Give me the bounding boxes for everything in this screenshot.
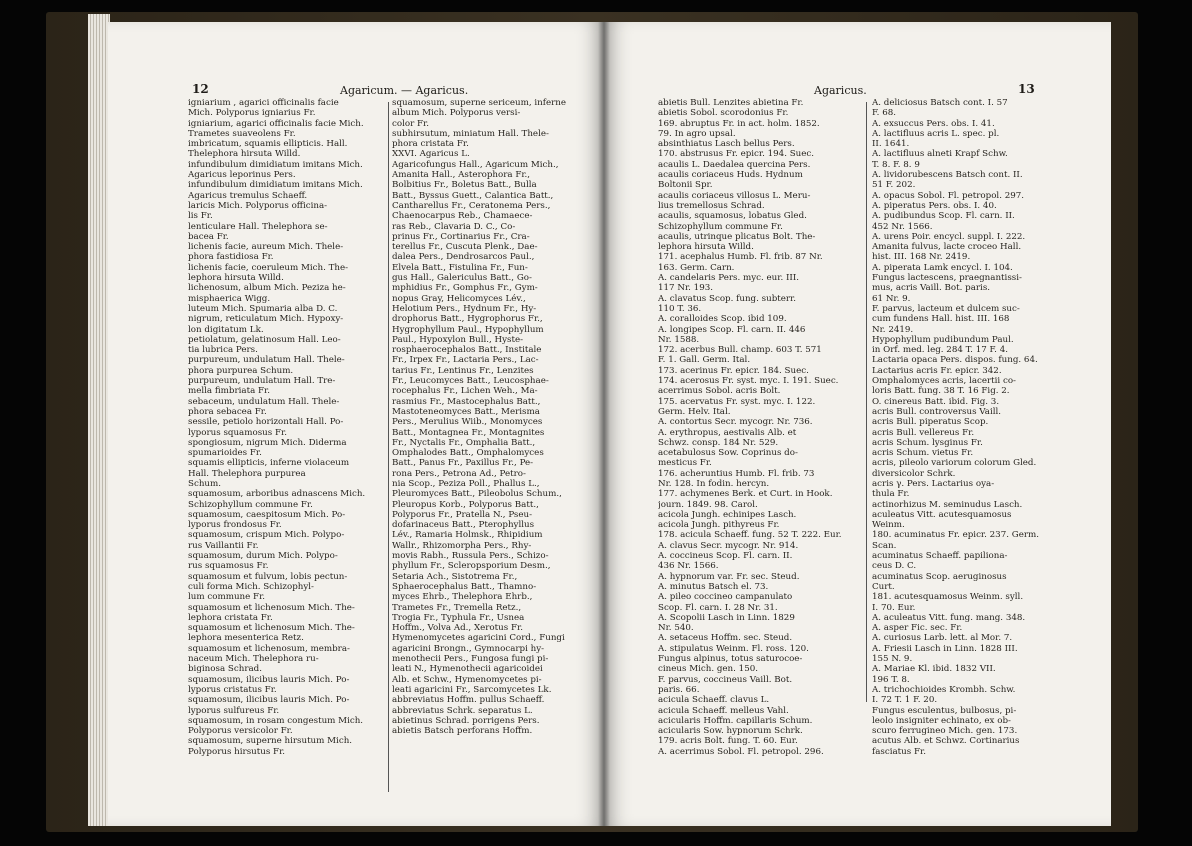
text-line: lephora hirsuta Willd. bbox=[658, 242, 754, 253]
book-gutter bbox=[598, 22, 610, 826]
text-line: squamosum, ilicibus lauris Mich. Po- bbox=[188, 695, 350, 706]
text-line: A. acerrimus Sobol. Fl. petropol. 296. bbox=[658, 746, 824, 757]
text-line: Fungus esculentus, bulbosus, pi- bbox=[872, 705, 1017, 716]
text-line: naceum Mich. Thelephora ru- bbox=[188, 654, 319, 665]
text-line: 176. acheruntius Humb. Fl. frib. 73 bbox=[658, 468, 815, 479]
text-line: 175. acervatus Fr. syst. myc. I. 122. bbox=[658, 396, 816, 407]
text-line: acuminatus Schaeff. papiliona- bbox=[872, 551, 1008, 562]
text-line: agaricini Brongn., Gymnocarpi hy- bbox=[392, 643, 545, 654]
text-line: leati agaricini Fr., Sarcomycetes Lk. bbox=[392, 684, 552, 695]
text-line: A. lactifluus alneti Krapf Schw. bbox=[872, 149, 1008, 160]
text-line: movis Rabh., Russula Pers., Schizo- bbox=[392, 551, 549, 562]
text-line: purpureum, undulatum Hall. Tre- bbox=[188, 376, 336, 387]
text-line: squamosum, in rosam congestum Mich. bbox=[188, 715, 364, 726]
text-line: cineus Mich. gen. 150. bbox=[658, 664, 759, 675]
text-line: 163. Germ. Carn. bbox=[658, 262, 735, 273]
text-line: album Mich. Polyporus versi- bbox=[392, 108, 521, 119]
text-line: squamosum, ilicibus lauris Mich. Po- bbox=[188, 674, 350, 685]
text-line: abietis Sobol. scorodonius Fr. bbox=[658, 108, 789, 119]
text-line: Boltonii Spr. bbox=[658, 180, 713, 191]
text-line: I. 70. Eur. bbox=[872, 602, 916, 613]
text-line: petiolatum, gelatinosum Hall. Leo- bbox=[188, 334, 341, 345]
text-line: ceus D. C. bbox=[872, 561, 917, 572]
text-line: igniarium , agarici officinalis facie bbox=[188, 98, 339, 108]
text-line: A. Mariae Kl. ibid. 1832 VII. bbox=[872, 664, 996, 675]
text-line: thula Fr. bbox=[872, 489, 910, 500]
text-line: acris Bull. controversus Vaill. bbox=[872, 406, 1002, 417]
text-line: A. stipulatus Weinm. Fl. ross. 120. bbox=[658, 643, 809, 654]
text-line: lephora mesenterica Retz. bbox=[188, 633, 304, 644]
text-line: Nr. 540. bbox=[658, 623, 694, 634]
text-line: lenticulare Hall. Thelephora se- bbox=[188, 221, 328, 232]
text-line: absinthiatus Lasch bellus Pers. bbox=[658, 139, 795, 150]
text-line: Batt., Panus Fr., Paxillus Fr., Pe- bbox=[392, 458, 534, 469]
text-line: 180. acuminatus Fr. epicr. 237. Germ. bbox=[872, 530, 1039, 541]
text-line: squamosum, superne sericeum, inferne bbox=[392, 98, 566, 108]
text-line: 452 Nr. 1566. bbox=[872, 221, 933, 232]
text-line: Helotium Pers., Hydnum Fr., Hy- bbox=[392, 303, 537, 314]
text-line: acris Schum. lysginus Fr. bbox=[872, 437, 983, 448]
text-line: purpureum, undulatum Hall. Thele- bbox=[188, 355, 345, 366]
text-line: A. hypnorum var. Fr. sec. Steud. bbox=[658, 571, 800, 582]
text-line: abietis Batsch perforans Hoffm. bbox=[392, 726, 533, 737]
text-line: Cantharellus Fr., Ceratonema Pers., bbox=[392, 200, 551, 211]
text-line: A. curiosus Larb. lett. al Mor. 7. bbox=[872, 633, 1013, 644]
text-line: diversicolor Schrk. bbox=[872, 468, 956, 479]
text-line: lis Fr. bbox=[188, 211, 213, 222]
text-line: Batt., Byssus Guett., Calantica Batt., bbox=[392, 190, 554, 201]
text-line: acicola Jungh. pithyreus Fr. bbox=[658, 520, 780, 531]
text-line: spongiosum, nigrum Mich. Diderma bbox=[188, 437, 347, 448]
text-line: infundibulum dimidiatum imitans Mich. bbox=[188, 180, 363, 191]
text-line: paris. 66. bbox=[658, 684, 700, 695]
text-line: Hall. Thelephora purpurea bbox=[188, 468, 306, 479]
text-line: Fungus lactescens, praegnantissi- bbox=[872, 273, 1022, 284]
text-line: acris Schum. vietus Fr. bbox=[872, 448, 974, 459]
text-line: Fr., Leucomyces Batt., Leucosphae- bbox=[392, 376, 549, 387]
text-line: 155 N. 9. bbox=[872, 654, 913, 665]
text-line: squamosum, durum Mich. Polypo- bbox=[188, 551, 338, 562]
text-line: A. clavus Secr. mycogr. Nr. 914. bbox=[658, 540, 799, 551]
text-line: 436 Nr. 1566. bbox=[658, 561, 719, 572]
text-line: mella fimbriata Fr. bbox=[188, 386, 270, 397]
text-line: Elvela Batt., Fistulina Fr., Fun- bbox=[392, 262, 528, 273]
text-line: Omphalomyces acris, lacertii co- bbox=[872, 376, 1016, 387]
text-line: abietis Bull. Lenzites abietina Fr. bbox=[658, 98, 804, 108]
text-line: II. 1641. bbox=[872, 139, 910, 150]
text-line: lius tremellosus Schrad. bbox=[658, 200, 765, 211]
text-line: Setaria Ach., Sistotrema Fr., bbox=[392, 571, 518, 582]
right-column-1 bbox=[658, 98, 864, 757]
text-line: A. Friesii Lasch in Linn. 1828 III. bbox=[872, 643, 1018, 654]
text-line: acicola Jungh. echinipes Lasch. bbox=[658, 509, 797, 520]
text-line: 196 T. 8. bbox=[872, 674, 910, 685]
text-line: 177. achymenes Berk. et Curt. in Hook. bbox=[658, 489, 833, 500]
text-line: hist. III. 168 Nr. 2419. bbox=[872, 252, 971, 263]
text-line: Pleuromyces Batt., Pileobolus Schum., bbox=[392, 489, 562, 500]
text-line: Nr. 1588. bbox=[658, 334, 700, 345]
text-line: Schwz. consp. 184 Nr. 529. bbox=[658, 437, 779, 448]
text-line: fasciatus Fr. bbox=[872, 746, 926, 757]
text-line: abietinus Schrad. porrigens Pers. bbox=[392, 715, 540, 726]
text-line: infundibulum dimidiatum imitans Mich. bbox=[188, 159, 363, 170]
text-line: abbreviatus Schrk. separatus L. bbox=[392, 705, 533, 716]
text-line: Paul., Hypoxylon Bull., Hyste- bbox=[392, 334, 524, 345]
text-line: actinorhizus M. seminudus Lasch. bbox=[872, 499, 1023, 510]
text-line: Pers., Merulius Wiib., Monomyces bbox=[392, 417, 543, 428]
text-line: Nr. 128. In fodin. hercyn. bbox=[658, 478, 770, 489]
text-line: sebaceum, undulatum Hall. Thele- bbox=[188, 396, 340, 407]
text-line: Polyporus Fr., Pratella N., Pseu- bbox=[392, 509, 533, 520]
text-line: biginosa Schrad. bbox=[188, 664, 262, 675]
text-line: A. erythropus, aestivalis Alb. et bbox=[658, 427, 797, 438]
text-line: tarius Fr., Lentinus Fr., Lenzites bbox=[392, 365, 534, 376]
text-line: acaulis L. Daedalea quercina Pers. bbox=[658, 159, 811, 170]
text-line: acaulis coriaceus villosus L. Meru- bbox=[658, 190, 811, 201]
text-line: ras Reb., Clavaria D. C., Co- bbox=[392, 221, 516, 232]
text-line: aculeatus Vitt. acutesquamosus bbox=[872, 509, 1012, 520]
text-line: Chaenocarpus Reb., Chamaece- bbox=[392, 211, 533, 222]
text-line: squamosum, superne hirsutum Mich. bbox=[188, 736, 353, 747]
text-line: mphidius Fr., Gomphus Fr., Gym- bbox=[392, 283, 538, 294]
text-line: dalea Pers., Dendrosarcos Paul., bbox=[392, 252, 535, 263]
text-line: 61 Nr. 9. bbox=[872, 293, 911, 304]
text-line: phora cristata Fr. bbox=[392, 139, 469, 150]
text-line: 171. acephalus Humb. Fl. frib. 87 Nr. bbox=[658, 252, 823, 263]
text-line: 170. abstrusus Fr. epicr. 194. Suec. bbox=[658, 149, 815, 160]
text-line: 179. acris Bolt. fung. T. 60. Eur. bbox=[658, 736, 798, 747]
text-line: rocephalus Fr., Lichen Weh., Ma- bbox=[392, 386, 538, 397]
text-line: rus Vaillantii Fr. bbox=[188, 540, 259, 551]
text-line: A. trichochioides Krombh. Schw. bbox=[872, 684, 1016, 695]
text-line: rus squamosus Fr. bbox=[188, 561, 269, 572]
text-line: A. candelaris Pers. myc. eur. III. bbox=[658, 273, 800, 284]
text-line: lum commune Fr. bbox=[188, 592, 266, 603]
text-line: 178. acicula Schaeff. fung. 52 T. 222. Eur. bbox=[658, 530, 842, 541]
text-line: lyporus sulfureus Fr. bbox=[188, 705, 280, 716]
text-line: A. deliciosus Batsch cont. I. 57 bbox=[872, 98, 1008, 108]
text-line: squamosum, caespitosum Mich. Po- bbox=[188, 509, 346, 520]
text-line: F. 68. bbox=[872, 108, 897, 119]
text-line: rosphaerocephalos Batt., Institale bbox=[392, 345, 542, 356]
text-line: A. Scopolii Lasch in Linn. 1829 bbox=[658, 612, 795, 623]
column-rule bbox=[388, 102, 389, 792]
text-line: A. asper Fic. sec. Fr. bbox=[872, 623, 963, 634]
text-line: 110 T. 36. bbox=[658, 303, 702, 314]
text-line: leati N., Hymenothecii agaricoidei bbox=[392, 664, 543, 675]
text-line: Scan. bbox=[872, 540, 897, 551]
text-line: A. setaceus Hoffm. sec. Steud. bbox=[658, 633, 793, 644]
text-line: rona Pers., Petrona Ad., Petro- bbox=[392, 468, 526, 479]
text-line: Schizophyllum commune Fr. bbox=[658, 221, 783, 232]
text-line: Thelephora hirsuta Willd. bbox=[188, 149, 301, 160]
text-line: Hypophyllum pudibundum Paul. bbox=[872, 334, 1014, 345]
text-line: acaulis coriaceus Huds. Hydnum bbox=[658, 170, 803, 181]
text-line: Wallr., Rhizomorpha Pers., Rhy- bbox=[392, 540, 532, 551]
text-line: A. piperatus Pers. obs. I. 40. bbox=[872, 200, 997, 211]
text-line: acerrimus Sobol. acris Bolt. bbox=[658, 386, 781, 397]
text-line: lon digitatum Lk. bbox=[188, 324, 264, 335]
text-line: acicularis Sow. hypnorum Schrk. bbox=[658, 726, 803, 737]
text-line: Amanita fulvus, lacte croceo Hall. bbox=[872, 242, 1022, 253]
text-line: acicula Schaeff. melleus Vahl. bbox=[658, 705, 789, 716]
column-rule bbox=[866, 102, 867, 702]
text-line: in Orf. med. leg. 284 T. 17 F. 4. bbox=[872, 345, 1008, 356]
text-line: lyporus squamosus Fr. bbox=[188, 427, 287, 438]
text-line: laricis Mich. Polyporus officina- bbox=[188, 200, 328, 211]
text-line: Hoffm., Volva Ad., Xerotus Fr. bbox=[392, 623, 523, 634]
text-line: loris Batt. fung. 38 T. 16 Fig. 2. bbox=[872, 386, 1010, 397]
text-line: Pleuropus Korb., Polyporus Batt., bbox=[392, 499, 539, 510]
text-line: luteum Mich. Spumaria alba D. C. bbox=[188, 303, 338, 314]
text-line: A. contortus Secr. mycogr. Nr. 736. bbox=[658, 417, 813, 428]
text-line: 117 Nr. 193. bbox=[658, 283, 714, 294]
left-page bbox=[108, 22, 604, 826]
text-line: A. lividorubescens Batsch cont. II. bbox=[872, 170, 1023, 181]
text-line: acicula Schaeff. clavus L. bbox=[658, 695, 770, 706]
text-line: acris Bull. piperatus Scop. bbox=[872, 417, 989, 428]
text-line: 173. acerinus Fr. epicr. 184. Suec. bbox=[658, 365, 809, 376]
text-line: Mich. Polyporus igniarius Fr. bbox=[188, 108, 316, 119]
text-line: A. urens Poir. encycl. suppl. I. 222. bbox=[872, 231, 1026, 242]
text-line: color Fr. bbox=[392, 118, 430, 129]
text-line: A. minutus Batsch el. 73. bbox=[658, 581, 769, 592]
text-line: Bolbitius Fr., Boletus Batt., Bulla bbox=[392, 180, 537, 191]
page-number-right: 13 bbox=[1018, 82, 1035, 96]
text-line: lyporus frondosus Fr. bbox=[188, 520, 282, 531]
text-line: Scop. Fl. carn. I. 28 Nr. 31. bbox=[658, 602, 778, 613]
text-line: F. 1. Gall. Germ. Ital. bbox=[658, 355, 751, 366]
text-line: O. cinereus Batt. ibid. Fig. 3. bbox=[872, 396, 1000, 407]
text-line: I. 72 T. 1 F. 20. bbox=[872, 695, 938, 706]
text-line: 169. abruptus Fr. in act. holm. 1852. bbox=[658, 118, 820, 129]
text-line: Lactarius acris Fr. epicr. 342. bbox=[872, 365, 1002, 376]
text-line: acris, pileolo variorum colorum Gled. bbox=[872, 458, 1037, 469]
text-line: acaulis, utrinque plicatus Bolt. The- bbox=[658, 231, 816, 242]
text-line: lyporus cristatus Fr. bbox=[188, 684, 277, 695]
text-line: imbricatum, squamis ellipticis. Hall. bbox=[188, 139, 348, 150]
page-number-left: 12 bbox=[192, 82, 209, 96]
text-line: spumarioides Fr. bbox=[188, 448, 262, 459]
text-line: acris Bull. vellereus Fr. bbox=[872, 427, 975, 438]
text-line: rasmius Fr., Mastocephalus Batt., bbox=[392, 396, 541, 407]
text-line: 51 F. 202. bbox=[872, 180, 916, 191]
text-line: acicularis Hoffm. capillaris Schum. bbox=[658, 715, 813, 726]
right-column-2 bbox=[872, 98, 1078, 757]
text-line: A. coccineus Scop. Fl. carn. II. bbox=[658, 551, 793, 562]
text-line: Agaricofungus Hall., Agaricum Mich., bbox=[392, 159, 559, 170]
text-line: T. 8. F. 8. 9 bbox=[872, 159, 920, 170]
text-line: squamosum et fulvum, lobis pectun- bbox=[188, 571, 348, 582]
text-line: Nr. 2419. bbox=[872, 324, 914, 335]
text-line: Curt. bbox=[872, 581, 895, 592]
text-line: XXVI. Agaricus L. bbox=[392, 149, 470, 160]
left-column-2 bbox=[392, 98, 590, 736]
text-line: dofarinaceus Batt., Pterophyllus bbox=[392, 520, 535, 531]
text-line: acetabulosus Sow. Coprinus do- bbox=[658, 448, 798, 459]
text-line: squamosum, crispum Mich. Polypo- bbox=[188, 530, 345, 541]
text-line: menothecii Pers., Fungosa fungi pi- bbox=[392, 654, 549, 665]
text-line: squamosum et lichenosum Mich. The- bbox=[188, 602, 355, 613]
text-line: mesticus Fr. bbox=[658, 458, 712, 469]
text-line: Fr., Irpex Fr., Lactaria Pers., Lac- bbox=[392, 355, 539, 366]
text-line: acaulis, squamosus, lobatus Gled. bbox=[658, 211, 807, 222]
text-line: Mastoteneomyces Batt., Merisma bbox=[392, 406, 540, 417]
text-line: A. coralloides Scop. ibid 109. bbox=[658, 314, 787, 325]
text-line: Lév., Ramaria Holmsk., Rhipidium bbox=[392, 530, 543, 541]
running-head-right: Agaricus. bbox=[814, 84, 867, 97]
text-line: phyllum Fr., Scleropsporium Desm., bbox=[392, 561, 551, 572]
text-line: acutus Alb. et Schwz. Cortinarius bbox=[872, 736, 1020, 747]
text-line: lephora cristata Fr. bbox=[188, 612, 273, 623]
text-line: A. exsuccus Pers. obs. I. 41. bbox=[872, 118, 995, 129]
text-line: 181. acutesquamosus Weinm. syll. bbox=[872, 592, 1024, 603]
text-line: A. longipes Scop. Fl. carn. II. 446 bbox=[658, 324, 806, 335]
text-line: lichenis facie, coeruleum Mich. The- bbox=[188, 262, 349, 273]
page-edges bbox=[88, 14, 110, 826]
text-line: misphaerica Wigg. bbox=[188, 293, 271, 304]
text-line: A. lactifluus acris L. spec. pl. bbox=[872, 128, 1000, 139]
text-line: Germ. Helv. Ital. bbox=[658, 406, 731, 417]
text-line: squamosum et lichenosum, membra- bbox=[188, 643, 350, 654]
text-line: squamosum, arboribus adnascens Mich. bbox=[188, 489, 366, 500]
text-line: Sphaerocephalus Batt., Thamno- bbox=[392, 581, 537, 592]
text-line: cum fundens Hall. hist. III. 168 bbox=[872, 314, 1010, 325]
text-line: phora fastidiosa Fr. bbox=[188, 252, 274, 263]
text-line: igniarium, agarici officinalis facie Mich. bbox=[188, 118, 364, 129]
text-line: acris γ. Pers. Lactarius oya- bbox=[872, 478, 995, 489]
text-line: A. clavatus Scop. fung. subterr. bbox=[658, 293, 796, 304]
text-line: acuminatus Scop. aeruginosus bbox=[872, 571, 1007, 582]
text-line: squamosum et lichenosum Mich. The- bbox=[188, 623, 355, 634]
text-line: Hygrophyllum Paul., Hypophyllum bbox=[392, 324, 544, 335]
text-line: 172. acerbus Bull. champ. 603 T. 571 bbox=[658, 345, 822, 356]
text-line: Polyporus hirsutus Fr. bbox=[188, 746, 286, 757]
text-line: 79. In agro upsal. bbox=[658, 128, 736, 139]
text-line: leolo insigniter echinato, ex ob- bbox=[872, 715, 1011, 726]
text-line: lichenis facie, aureum Mich. Thele- bbox=[188, 242, 344, 253]
text-line: Batt., Montagnea Fr., Montagnites bbox=[392, 427, 545, 438]
text-line: mus, acris Vaill. Bot. paris. bbox=[872, 283, 991, 294]
text-line: A. pudibundus Scop. Fl. carn. II. bbox=[872, 211, 1015, 222]
text-line: 174. acerosus Fr. syst. myc. I. 191. Suec. bbox=[658, 376, 839, 387]
text-line: lephora hirsuta Willd. bbox=[188, 273, 284, 284]
text-line: sessile, petiolo horizontali Hall. Po- bbox=[188, 417, 344, 428]
text-line: Amanita Hall., Asterophora Fr., bbox=[392, 170, 531, 181]
text-line: A. piperata Lamk encycl. I. 104. bbox=[872, 262, 1013, 273]
text-line: journ. 1849. 98. Carol. bbox=[658, 499, 758, 510]
text-line: tia lubrica Pers. bbox=[188, 345, 258, 356]
text-line: Trogia Fr., Typhula Fr., Usnea bbox=[392, 612, 525, 623]
text-line: lichenosum, album Mich. Peziza he- bbox=[188, 283, 346, 294]
text-line: Schizophyllum commune Fr. bbox=[188, 499, 313, 510]
running-head-left: Agaricum. — Agaricus. bbox=[340, 84, 469, 97]
text-line: nopus Gray, Helicomyces Lév., bbox=[392, 293, 526, 304]
text-line: F. parvus, coccineus Vaill. Bot. bbox=[658, 674, 793, 685]
text-line: Fungus alpinus, totus saturocoe- bbox=[658, 654, 803, 665]
text-line: Agaricus tremulus Schaeff. bbox=[188, 190, 308, 201]
text-line: F. parvus, lacteum et dulcem suc- bbox=[872, 303, 1020, 314]
text-line: phora sebacea Fr. bbox=[188, 406, 267, 417]
text-line: terellus Fr., Cuscuta Plenk., Dae- bbox=[392, 242, 538, 253]
text-line: nigrum, reticulatum Mich. Hypoxy- bbox=[188, 314, 344, 325]
text-line: nia Scop., Peziza Poll., Phallus L., bbox=[392, 478, 540, 489]
text-line: myces Ehrb., Thelephora Ehrb., bbox=[392, 592, 533, 603]
text-line: gus Hall., Galericulus Batt., Go- bbox=[392, 273, 532, 284]
text-line: Fr., Nyctalis Fr., Omphalia Batt., bbox=[392, 437, 536, 448]
text-line: Omphalodes Batt., Omphalomyces bbox=[392, 448, 544, 459]
text-line: Hymenomycetes agaricini Cord., Fungi bbox=[392, 633, 565, 644]
text-line: Polyporus versicolor Fr. bbox=[188, 726, 293, 737]
text-line: scuro ferrugineo Mich. gen. 173. bbox=[872, 726, 1018, 737]
left-column-1 bbox=[188, 98, 384, 757]
right-page bbox=[604, 22, 1111, 826]
text-line: Weinm. bbox=[872, 520, 905, 531]
text-line: culi forma Mich. Schizophyl- bbox=[188, 581, 314, 592]
text-line: A. opacus Sobol. Fl. petropol. 297. bbox=[872, 190, 1025, 201]
text-line: phora purpurea Schum. bbox=[188, 365, 294, 376]
text-line: drophorus Batt., Hygrophorus Fr., bbox=[392, 314, 543, 325]
text-line: Alb. et Schw., Hymenomycetes pi- bbox=[392, 674, 542, 685]
text-line: subhirsutum, miniatum Hall. Thele- bbox=[392, 128, 549, 139]
text-line: Lactaria opaca Pers. dispos. fung. 64. bbox=[872, 355, 1038, 366]
text-line: A. pileo coccineo campanulato bbox=[658, 592, 793, 603]
text-line: A. aculeatus Vitt. fung. mang. 348. bbox=[872, 612, 1026, 623]
text-line: squamis ellipticis, inferne violaceum bbox=[188, 458, 350, 469]
text-line: Trametes suaveolens Fr. bbox=[188, 128, 296, 139]
text-line: abbreviatus Hoffm. pullus Schaeff. bbox=[392, 695, 545, 706]
text-line: Trametes Fr., Tremella Retz., bbox=[392, 602, 522, 613]
text-line: Agaricus leporinus Pers. bbox=[188, 170, 296, 181]
text-line: bacea Fr. bbox=[188, 231, 229, 242]
text-line: prinus Fr., Cortinarius Fr., Cra- bbox=[392, 231, 530, 242]
text-line: Schum. bbox=[188, 478, 222, 489]
